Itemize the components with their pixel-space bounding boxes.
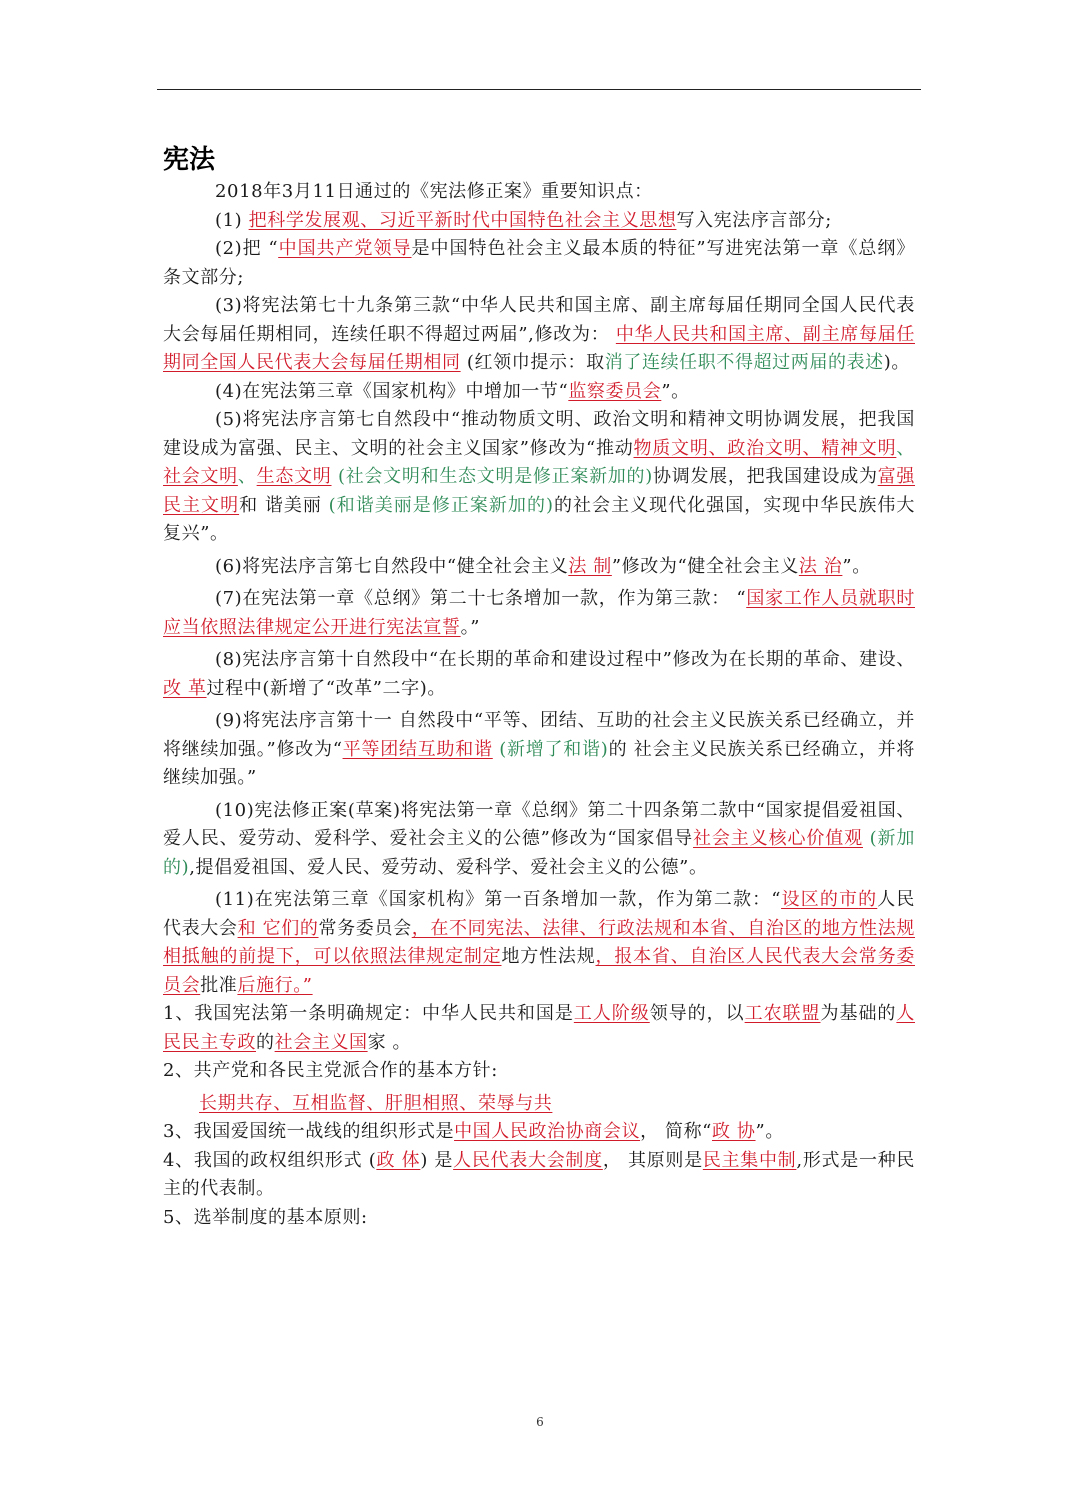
point-2: (2)把 “中国共产党领导是中国特色社会主义最本质的特征”写进宪法第一章《总纲》条文部分; — [163, 238, 915, 288]
point-11: (11)在宪法第三章《国家机构》第一百条增加一款，作为第二款：“设区的市的人民代表大会和 它们的常务委员会，在不同宪法、法律、行政法规和本省、自治区的地方性法规相抵触的前提下，可以依照法律规定制定地方性法规，报本省、自治区人民代表大会常务委员会批准后施行。” — [163, 889, 916, 996]
point-10: (10)宪法修正案(草案)将宪法第一章《总纲》第二十四条第二款中“国家提倡爱祖国、爱人民、爱劳动、爱科学、爱社会主义的公德”修改为“国家倡导社会主义核心价值观 (新加的),提倡爱祖国、爱人民、爱劳动、爱科学、爱社会主义的公德”。 — [163, 799, 915, 878]
header-rule — [157, 89, 921, 90]
question-4: 4、我国的政权组织形式 (政 体) 是人民代表大会制度， 其原则是民主集中制,形式是一种民主的代表制。 — [163, 1149, 916, 1199]
intro-line: 2018年3月11日通过的《宪法修正案》重要知识点： — [215, 181, 653, 202]
document-body — [163, 142, 915, 1232]
question-1: 1、我国宪法第一条明确规定：中华人民共和国是工人阶级领导的，以工农联盟为基础的人民民主专政的社会主义国家 。 — [163, 1003, 915, 1053]
point-1: (1) 把科学发展观、习近平新时代中国特色社会主义思想写入宪法序言部分; — [215, 209, 832, 231]
question-5: 5、选举制度的基本原则: — [163, 1206, 368, 1228]
section-title: 宪法 — [163, 145, 216, 175]
question-3: 3、我国爱国统一战线的组织形式是中国人民政治协商会议， 简称“政 协”。 — [163, 1121, 784, 1142]
point-7: (7)在宪法第一章《总纲》第二十七条增加一款，作为第三款： “国家工作人员就职时应当依照法律规定公开进行宪法宣誓。” — [163, 588, 915, 638]
point-8: (8)宪法序言第十自然段中“在长期的革命和建设过程中”修改为在长期的革命、建设、 改 革过程中(新增了“改革”二字)。 — [163, 649, 915, 699]
point-5: (5)将宪法序言第七自然段中“推动物质文明、政治文明和精神文明协调发展，把我国建设成为富强、民主、文明的社会主义国家”修改为“推动物质文明、政治文明、精神文明、社会文明、生态文明 (社会文明和生态文明是修正案新加的)协调发展，把我国建设成为富强民主文明和 谐美丽 (和谐美丽是修正案新加的)的社会主义现代化强国，实现中华民族伟大复兴”。 — [163, 409, 916, 544]
point-3: (3)将宪法第七十九条第三款“中华人民共和国主席、副主席每届任期同全国人民代表大会每届任期相同，连续任职不得超过两届”,修改为： 中华人民共和国主席、副主席每届任期同全国人民代表大会每届任期相同 (红领巾提示：取消了连续任职不得超过两届的表述)。 — [163, 295, 915, 373]
point-9: (9)将宪法序言第十一 自然段中“平等、团结、互助的社会主义民族关系已经确立，并将继续加强。”修改为“平等团结互助和谐 (新增了和谐)的 社会主义民族关系已经确立，并将继续加强。” — [163, 710, 915, 788]
point-6: (6)将宪法序言第七自然段中“健全社会主义法 制”修改为“健全社会主义法 治”。 — [215, 555, 871, 577]
page-number: 6 — [536, 1415, 544, 1429]
question-2: 2、共产党和各民主党派合作的基本方针: — [163, 1060, 498, 1081]
question-2-answer: 长期共存、互相监督、肝胆相照、荣辱与共 — [199, 1092, 553, 1114]
point-4: (4)在宪法第三章《国家机构》中增加一节“监察委员会”。 — [215, 380, 690, 402]
